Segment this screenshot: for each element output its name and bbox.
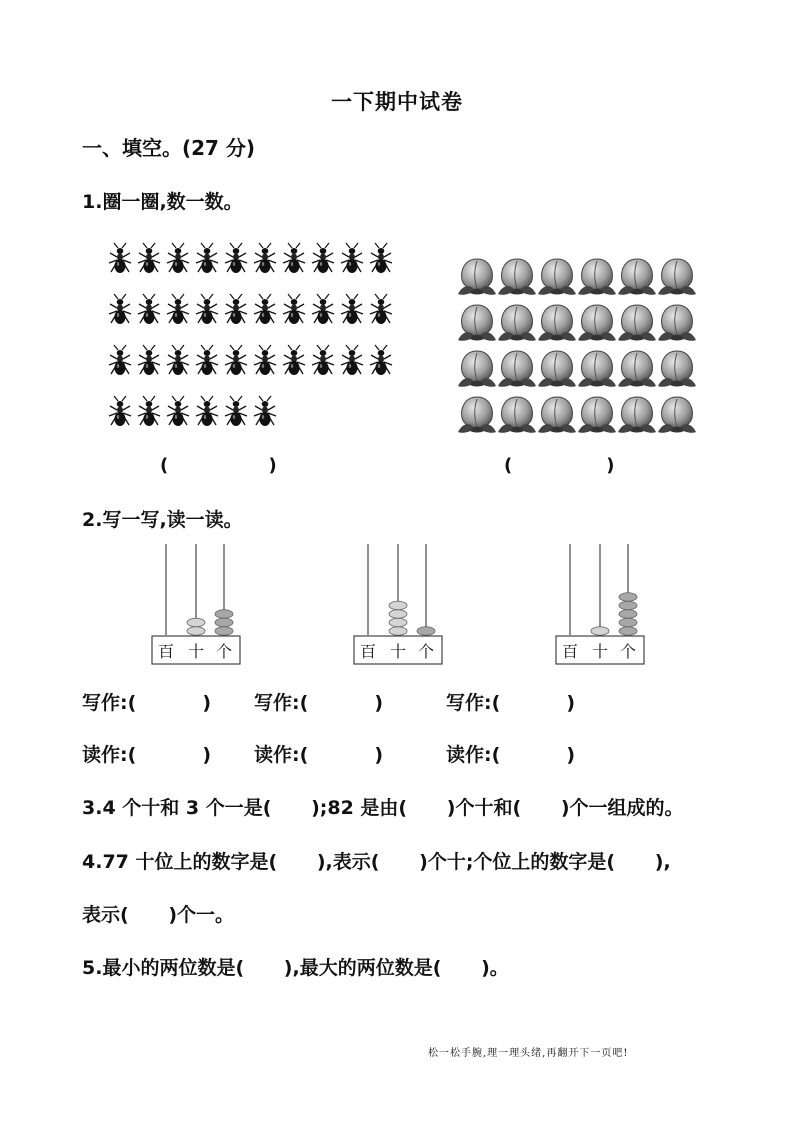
peach-icon [658,397,696,433]
peach-icon [578,351,616,387]
peach-icon [578,259,616,295]
peach-icon [618,305,656,341]
abacus-3 [554,540,654,670]
place-label: 十 [187,642,205,661]
abacus-bead [619,601,637,610]
question-2-label: 2.写一写,读一读。 [82,509,243,531]
peach-icon [538,351,576,387]
ant-icon [254,345,276,375]
peach-icon [658,259,696,295]
ant-icon [109,294,131,324]
answer-blank-peaches[interactable]: ( ) [504,455,615,476]
peach-icon [458,351,496,387]
place-label: 个 [417,642,435,661]
ant-icon [196,345,218,375]
ant-icon [225,294,247,324]
read-answer-2[interactable]: 读作:( ) [254,744,384,766]
question-1-label: 1.圈一圈,数一数。 [82,191,243,213]
abacus-bead [591,627,609,636]
write-answer-2[interactable]: 写作:( ) [254,692,384,714]
abacus-2 [352,540,452,670]
ant-icon [138,345,160,375]
place-label: 十 [591,642,609,661]
abacus-bead [619,627,637,636]
ant-icon [283,345,305,375]
ant-icon [254,294,276,324]
ant-icon [225,396,247,426]
place-label: 百 [359,642,377,661]
ant-icon [109,345,131,375]
peach-icon [498,259,536,295]
peach-icon [578,305,616,341]
peach-icon [498,305,536,341]
place-label: 十 [389,642,407,661]
question-5: 5.最小的两位数是( ),最大的两位数是( )。 [82,957,509,979]
ant-icon [109,243,392,426]
read-answer-3[interactable]: 读作:( ) [446,744,576,766]
peach-icon [498,397,536,433]
abacus-1 [150,540,250,670]
peach-icon [618,351,656,387]
ant-icon [225,345,247,375]
peach-icon [458,305,496,341]
question-3: 3.4 个十和 3 个一是( );82 是由( )个十和( )个一组成的。 [82,797,684,819]
ant-icon [109,396,131,426]
abacus-bead [389,601,407,610]
page-title: 一下期中试卷 [331,90,463,114]
section-heading: 一、填空。(27 分) [82,136,256,160]
peach-icon [658,351,696,387]
ant-icon [312,345,334,375]
ant-icon [196,243,218,273]
abacus-bead [389,618,407,627]
footer-note: 松一松手腕,理一理头绪,再翻开下一页吧! [428,1048,629,1059]
ant-icon [167,396,189,426]
read-answer-1[interactable]: 读作:( ) [82,744,212,766]
ant-icon [312,243,334,273]
peach-icon [578,397,616,433]
ant-icon [167,243,189,273]
ant-icon [254,243,276,273]
ant-icon [254,396,276,426]
ant-icon [312,294,334,324]
ant-icon [283,294,305,324]
abacus-bead [215,618,233,627]
place-label: 个 [619,642,637,661]
ant-icon [341,243,363,273]
answer-blank-ants[interactable]: ( ) [160,455,277,476]
ant-icon [138,396,160,426]
peach-icon [458,259,496,295]
ant-icon [370,243,392,273]
abacus-bead [389,610,407,619]
place-label: 个 [215,642,233,661]
abacus-bead [389,627,407,636]
ant-icon [370,345,392,375]
abacus-bead [619,593,637,602]
ant-icon [196,396,218,426]
place-label: 百 [157,642,175,661]
abacus-bead [215,627,233,636]
ant-icon [225,243,247,273]
peach-icon [538,397,576,433]
ant-icon [138,243,160,273]
abacus-bead [215,610,233,619]
abacus-bead [187,618,205,627]
abacus-bead [619,610,637,619]
peach-icon [458,259,696,433]
ant-icon [283,243,305,273]
write-answer-1[interactable]: 写作:( ) [82,692,212,714]
peach-icon [618,259,656,295]
question-4-line-2: 表示( )个一。 [82,904,235,926]
peach-icon [538,305,576,341]
abacus-bead [619,618,637,627]
peaches-picture [455,252,699,442]
abacus-bead [417,627,435,636]
ant-icon [109,243,131,273]
question-4-line-1: 4.77 十位上的数字是( ),表示( )个十;个位上的数字是( ), [82,851,671,873]
peach-icon [538,259,576,295]
peach-icon [458,397,496,433]
peach-icon [498,351,536,387]
peach-icon [658,305,696,341]
ant-icon [341,345,363,375]
write-answer-3[interactable]: 写作:( ) [446,692,576,714]
ant-icon [167,294,189,324]
place-label: 百 [561,642,579,661]
ants-picture [100,232,400,444]
ant-icon [370,294,392,324]
ant-icon [138,294,160,324]
ant-icon [196,294,218,324]
peach-icon [618,397,656,433]
ant-icon [341,294,363,324]
ant-icon [167,345,189,375]
abacus-bead [187,627,205,636]
